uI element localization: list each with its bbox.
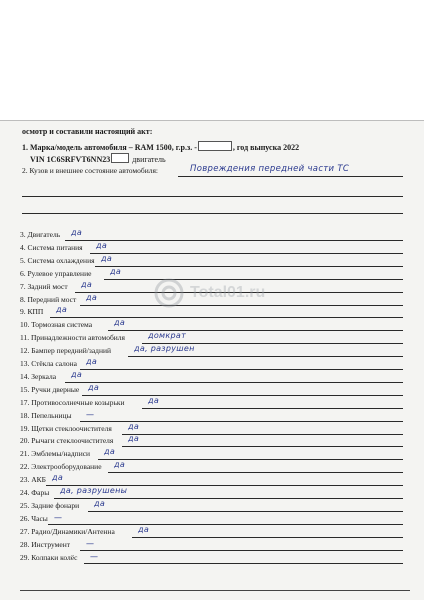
checklist-item-label: 15. Ручки дверные	[20, 384, 80, 394]
checklist-item-rule	[108, 472, 403, 473]
watermark-text: Total01.ru	[190, 284, 266, 301]
checklist-item-rule	[128, 356, 403, 357]
checklist-item-rule	[122, 446, 403, 447]
line-2-rule	[178, 176, 403, 177]
checklist-item-value: да	[114, 460, 126, 470]
checklist-item-label: 22. Электрооборудование	[20, 462, 102, 472]
checklist-item-rule	[65, 240, 403, 241]
checklist-item-value: да	[101, 253, 113, 263]
checklist-item-label: 5. Система охлаждения	[20, 255, 95, 265]
checklist-item-label: 27. Радио/Динамики/Антенна	[20, 526, 115, 536]
checklist-item-rule	[50, 317, 403, 318]
checklist-item-value: да	[71, 228, 83, 237]
checklist-item-label: 9. КПП	[20, 307, 44, 317]
checklist-item-label: 19. Щетки стеклоочистителя	[20, 423, 112, 433]
checklist-item-label: 3. Двигатель	[20, 230, 61, 239]
checklist-item-rule	[80, 369, 403, 370]
checklist-item-label: 12. Бампер передний/задний	[20, 346, 112, 356]
page-bottom-rule	[20, 590, 410, 591]
checklist-item-label: 23. АКБ	[20, 475, 46, 485]
checklist-item-rule	[98, 459, 403, 460]
checklist-item-label: 11. Принадлежности автомобиля	[20, 333, 125, 343]
checklist-item-rule	[80, 550, 403, 551]
checklist-item-value: да	[104, 447, 116, 457]
checklist-item-value: да	[56, 305, 68, 315]
checklist-item-value: да	[128, 421, 140, 431]
vin-line	[30, 153, 166, 164]
checklist-item-value: да	[88, 382, 100, 392]
checklist-item-value: да	[86, 292, 98, 302]
checklist-item-rule	[84, 563, 403, 564]
blank-rule-2	[22, 213, 403, 214]
checklist-item-label: 25. Задние фонари	[20, 500, 80, 510]
checklist-item-label: 26. Часы	[20, 513, 48, 523]
checklist-item-rule	[54, 498, 403, 499]
vin-prefix: VIN 1C6SRFVT6NN23	[30, 155, 111, 164]
checklist-item-value: да	[128, 434, 140, 444]
checklist-item-label: 7. Задний мост	[20, 281, 68, 291]
checklist-item-value: да	[71, 369, 83, 379]
line-1-suffix: , год выпуска 2022	[232, 143, 300, 152]
checklist-item-label: 17. Противосолнечные козырьки	[20, 397, 125, 407]
checklist-item-label: 4. Система питания	[20, 242, 83, 252]
checklist-item-rule	[132, 537, 403, 538]
checklist-item-rule	[122, 434, 403, 435]
checklist-item-value: —	[54, 512, 63, 522]
checklist-item-value: да	[114, 318, 126, 328]
checklist-item-label: 24. Фары	[20, 488, 50, 497]
checklist-item-rule	[82, 395, 403, 396]
watermark-logo-icon	[154, 278, 184, 308]
checklist-item-label: 29. Колпаки колёс	[20, 552, 78, 562]
engine-label: двигатель	[132, 155, 166, 164]
checklist-item-value: да	[81, 279, 93, 289]
checklist-item-value: да	[94, 498, 106, 508]
checklist-item-value: —	[86, 538, 95, 548]
checklist-item-rule	[142, 408, 403, 409]
blank-header-area	[0, 0, 424, 121]
blank-rule-1	[22, 196, 403, 197]
checklist-item-label: 21. Эмблемы/надписи	[20, 449, 91, 459]
redacted-vin	[111, 153, 129, 163]
checklist-item-rule	[48, 524, 403, 525]
line-1-prefix: 1. Марка/модель автомобиля – RAM 1500, г.р.з. -	[22, 143, 197, 152]
checklist-item-value: —	[86, 409, 95, 419]
checklist-item-rule	[88, 511, 403, 512]
checklist-item-rule	[95, 266, 403, 267]
checklist-item-label: 6. Рулевое управление	[20, 268, 92, 278]
redacted-plate	[198, 141, 232, 151]
checklist-item-label: 14. Зеркала	[20, 371, 57, 381]
checklist-item-value: да	[52, 473, 64, 483]
checklist-item-value: да	[110, 266, 122, 276]
checklist-item-value: да	[148, 395, 160, 405]
checklist-item-rule	[90, 253, 403, 254]
line-1	[22, 141, 299, 152]
checklist-item-value: да	[96, 240, 108, 250]
watermark	[150, 274, 290, 314]
checklist-item-label: 20. Рычаги стеклоочистителя	[20, 436, 114, 446]
checklist-item-value: да, разрушены	[60, 486, 128, 495]
checklist-item-value: —	[90, 551, 99, 561]
checklist-item-label: 10. Тормозная система	[20, 320, 93, 330]
checklist-item-rule	[65, 382, 403, 383]
form-intro: осмотр и составили настоящий акт:	[22, 127, 153, 136]
checklist-item-label: 28. Инструмент	[20, 539, 71, 549]
line-2-value: Повреждения передней части ТС	[190, 164, 350, 174]
checklist-item-value: да	[86, 357, 98, 366]
checklist-item-label: 8. Передний мост	[20, 294, 77, 304]
checklist-item-label: 18. Пепельницы	[20, 410, 72, 420]
checklist-item-value: да	[138, 524, 150, 534]
checklist-item-label: 13. Стёкла салона	[20, 359, 78, 368]
checklist-item-value: да, разрушен	[134, 344, 195, 354]
checklist-item-value: домкрат	[148, 331, 187, 341]
line-2-label: 2. Кузов и внешнее состояние автомобиля:	[22, 166, 158, 175]
